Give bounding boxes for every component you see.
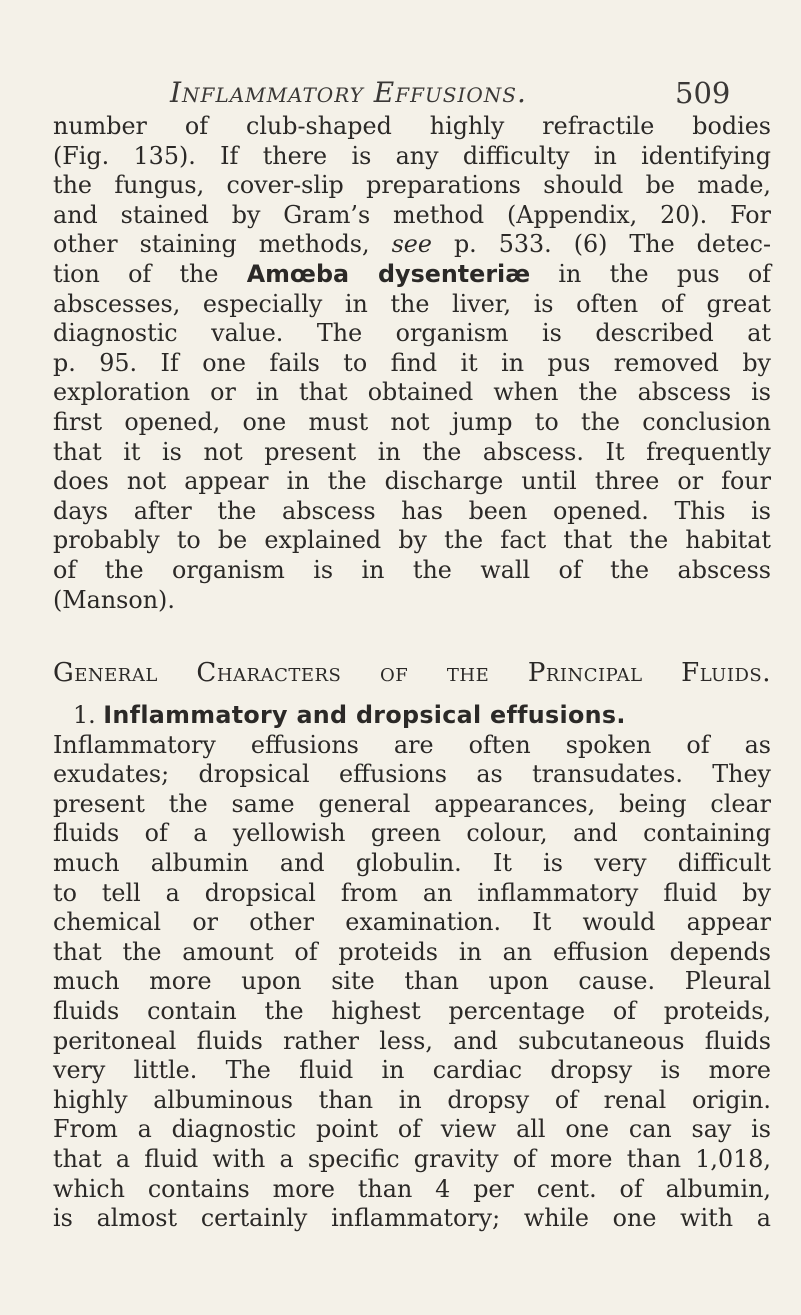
text-line: highly albuminous than in dropsy of renal origin. <box>53 1085 771 1114</box>
text-line: present the same general appearances, being clear <box>53 789 771 818</box>
text-line: and stained by Gram’s method (Appendix, 20). For <box>53 200 771 229</box>
text-line: number of club-shaped highly refractile bodies <box>53 112 771 140</box>
text-line: Inflammatory effusions are often spoken of as <box>53 730 771 759</box>
paragraph-effusions <box>53 701 771 1234</box>
text-line: much albumin and globulin. It is very difficult <box>53 848 771 877</box>
text-line: (Fig. 135). If there is any difficulty in identifying <box>53 141 771 170</box>
text-fragment: other staining methods, <box>53 230 392 259</box>
text-line: that it is not present in the abscess. It frequently <box>53 437 771 466</box>
text-line: first opened, one must not jump to the conclusion <box>53 407 771 436</box>
text-line: much more upon site than upon cause. Pleural <box>53 967 771 996</box>
text-fragment: in the pus of <box>530 259 771 288</box>
text-line: is almost certainly inflammatory; while one with a <box>53 1204 771 1233</box>
running-head: Inflammatory Effusions. <box>170 76 527 109</box>
text-line: probably to be explained by the fact that the habitat <box>53 526 771 555</box>
text-line: to tell a dropsical from an inflammatory fluid by <box>53 878 771 907</box>
text-fragment: tion of the <box>53 259 247 288</box>
text-line: chemical or other examination. It would appear <box>53 908 771 937</box>
section-heading: General Characters of the Principal Fluids. <box>53 658 771 688</box>
text-line <box>53 230 771 260</box>
text-line: exploration or in that obtained when the abscess is <box>53 378 771 407</box>
text-line: fluids contain the highest percentage of proteids, <box>53 996 771 1025</box>
see-reference: see <box>391 230 432 259</box>
text-line: does not appear in the discharge until three or four <box>53 467 771 496</box>
text-fragment: p. 533. (6) The detec- <box>431 230 771 259</box>
text-line <box>53 260 771 290</box>
text-line: that the amount of proteids in an effusion depends <box>53 937 771 966</box>
text-line: (Manson). <box>53 585 175 614</box>
paragraph-heading-line <box>53 701 771 731</box>
item-number: 1. <box>73 701 104 729</box>
effusions-term: Inflammatory and dropsical effusions. <box>103 701 626 729</box>
text-line: abscesses, especially in the liver, is often of great <box>53 289 771 318</box>
text-line: peritoneal fluids rather less, and subcutaneous fluids <box>53 1026 771 1055</box>
text-line: of the organism is in the wall of the abscess <box>53 555 771 584</box>
text-line: very little. The fluid in cardiac dropsy is more <box>53 1056 771 1085</box>
page-number: 509 <box>675 76 731 110</box>
text-line: diagnostic value. The organism is described at <box>53 319 771 348</box>
text-line: p. 95. If one fails to find it in pus removed by <box>53 348 771 377</box>
text-line: the fungus, cover-slip preparations should be made, <box>53 171 771 200</box>
text-line: exudates; dropsical effusions as transudates. They <box>53 760 771 789</box>
text-line: days after the abscess has been opened. This is <box>53 496 771 525</box>
text-line: that a fluid with a specific gravity of more than 1,018, <box>53 1144 771 1173</box>
amoeba-term: Amœba dysenteriæ <box>246 259 531 288</box>
paragraph-amoeba <box>53 112 771 615</box>
text-line: which contains more than 4 per cent. of albumin, <box>53 1174 771 1203</box>
text-line: From a diagnostic point of view all one can say is <box>53 1115 771 1144</box>
text-line: fluids of a yellowish green colour, and containing <box>53 819 771 848</box>
